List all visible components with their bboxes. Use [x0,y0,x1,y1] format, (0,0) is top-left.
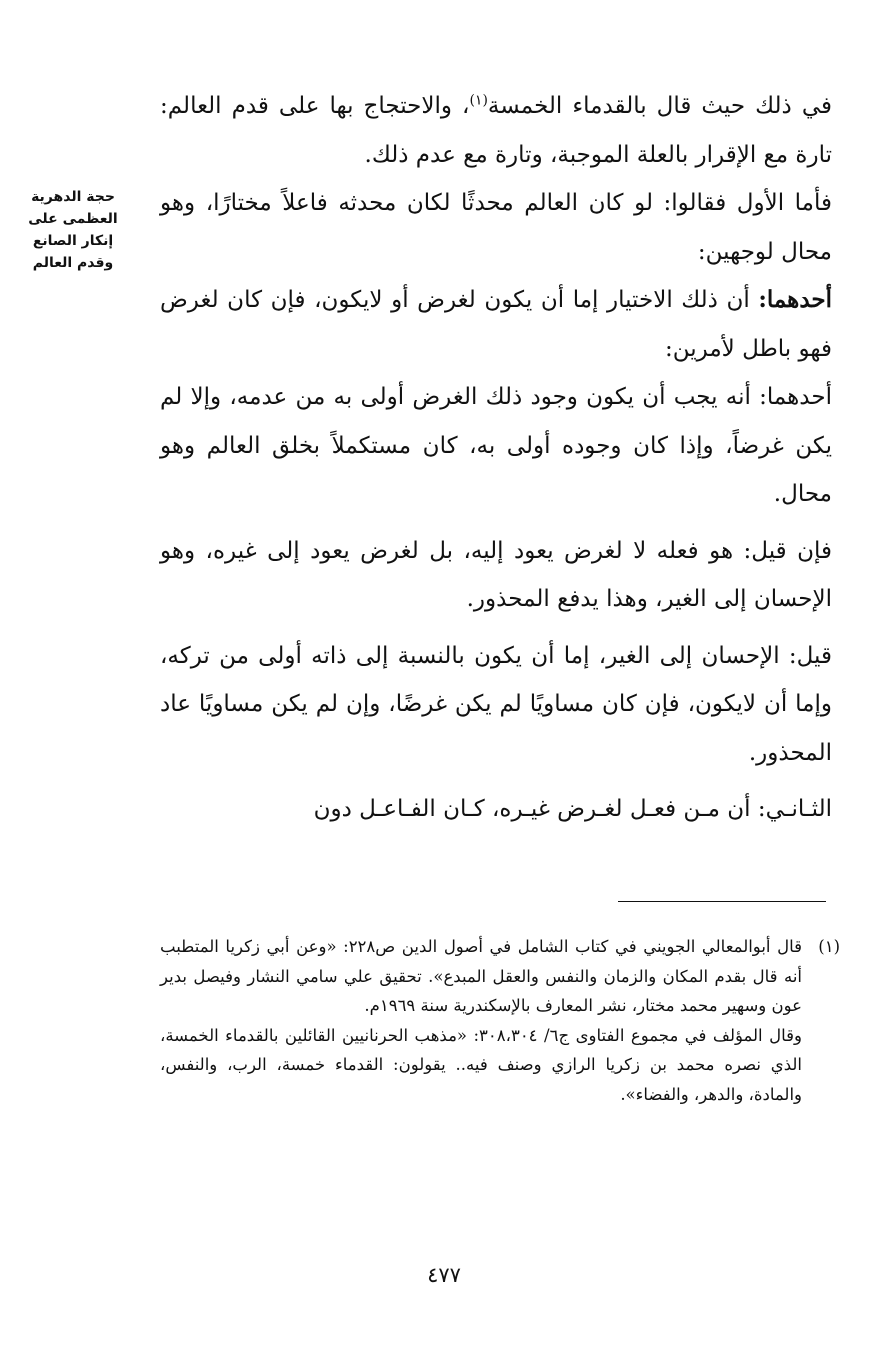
paragraph-3-lead: أحدهما: [758,286,832,313]
page-number: ٤٧٧ [427,1263,461,1287]
footnote-1 [160,932,840,1109]
margin-note-line: العظمى على [28,211,118,227]
paragraph-3-text: أن ذلك الاختيار إما أن يكون لغرض أو لايكون، فإن كان لغرض فهو باطل لأمرين: [160,287,832,362]
paragraph-4: أحدهما: أنه يجب أن يكون وجود ذلك الغرض أولى به من عدمه، وإلا لم يكن غرضاً، وإذا كان وجوده أولى به، كان مستكملاً بخلق العالم وهو محال. [160,384,832,507]
margin-note [22,186,124,274]
paragraph-1-start: في ذلك حيث قال بالقدماء الخمسة [487,93,832,119]
margin-note-line: إنكار الصانع [32,233,114,249]
margin-note-line: حجة الدهرية [31,189,115,205]
footnote-reference: (١) [469,92,488,109]
paragraph-6: قيل: الإحسان إلى الغير، إما أن يكون بالنسبة إلى ذاته أولى من تركه، وإما أن لايكون، فإن كان مساويًا لم يكن غرضًا، وإن لم يكن مساويًا عاد المحذور. [160,642,832,766]
footnote-body [160,932,802,1109]
paragraph-7: الثـانـي: أن مـن فعـل لغـرض غيـره، كـان الفـاعـل دون [313,796,832,822]
paragraph-5: فإن قيل: هو فعله لا لغرض يعود إليه، بل لغرض يعود إلى غيره، وهو الإحسان إلى الغير، وهذا يدفع المحذور. [160,537,832,612]
footnotes [160,932,840,1109]
paragraph-1 [160,82,832,179]
footnote-separator [618,901,826,902]
footnote-paragraph-1: قال أبوالمعالي الجويني في كتاب الشامل في أصول الدين ص٢٢٨: «وعن أبي زكريا المتطبب أنه قال بقدم المكان والزمان والنفس والعقل المبدع». تحقيق علي سامي النشار وفيصل بدير عون وسهير محمد مختار، نشر المعارف بالإسكندرية سنة ١٩٦٩م. [160,937,802,1015]
paragraph-1-end: ، والاحتجاج بها على قدم العالم: تارة مع الإقرار بالعلة الموجبة، وتارة مع عدم ذلك. [160,93,832,168]
footnote-paragraph-2: وقال المؤلف في مجموع الفتاوى ج٦/ ٣٠٨،٣٠٤: «مذهب الحرنانيين القائلين بالقدماء الخمسة، الذي نصره محمد بن زكريا الرازي وصنف فيه.. يقولون: القدماء خمسة، الرب، والنفس، والمادة، والدهر، والفضاء». [160,1025,802,1104]
margin-note-line: وقدم العالم [32,255,114,271]
main-text [160,82,832,834]
footnote-number: (١) [818,937,840,956]
paragraph-3 [160,276,832,373]
paragraph-2: فأما الأول فقالوا: لو كان العالم محدثًا لكان محدثه فاعلاً مختارًا، وهو محال لوجهين: [160,190,832,265]
